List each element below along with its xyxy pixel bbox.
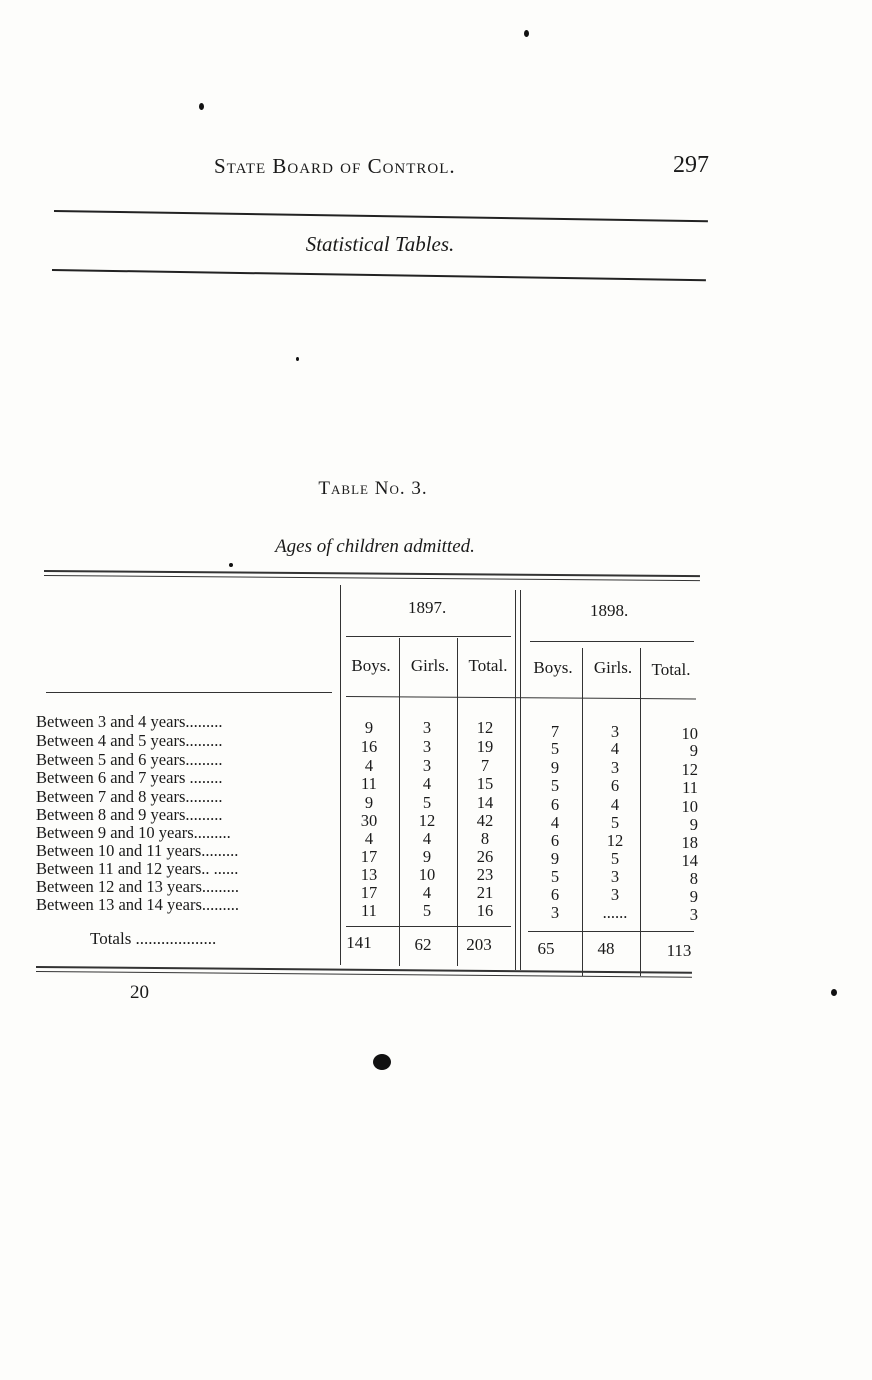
col-head-girls-1897: Girls.: [410, 656, 450, 675]
cell-boys-1898: 5: [550, 739, 560, 758]
cell-girls-1898: 5: [610, 849, 620, 868]
totals-label: Totals ...................: [90, 929, 217, 948]
cell-total-1897: 14: [476, 793, 494, 812]
row-label: Between 9 and 10 years.........: [36, 823, 231, 842]
cell-total-1897: 19: [476, 737, 494, 756]
section-rule: [52, 269, 706, 281]
row-label: Between 8 and 9 years.........: [36, 805, 223, 824]
cell-boys-1897: 11: [361, 774, 377, 793]
col-head-total-1898: Total.: [651, 660, 691, 679]
table-title: Table No. 3.: [318, 478, 428, 499]
scan-speck: [831, 989, 837, 996]
total-girls-1897: 62: [414, 935, 432, 954]
cell-boys-1898: 7: [550, 722, 560, 741]
cell-boys-1897: 9: [364, 718, 374, 737]
row-label: Between 13 and 14 years.........: [36, 895, 239, 914]
cell-total-1898: 12: [681, 760, 698, 779]
table-caption: Ages of children admitted.: [275, 536, 475, 557]
cell-girls-1898: 3: [610, 722, 620, 741]
running-title: State Board of Control.: [214, 154, 456, 178]
cell-girls-1898: 6: [610, 776, 620, 795]
cell-boys-1897: 11: [361, 901, 377, 920]
cell-total-1898: 9: [689, 815, 698, 834]
scan-speck: [373, 1054, 391, 1070]
cell-total-1898: 10: [681, 724, 698, 743]
col-head-girls-1898: Girls.: [593, 658, 633, 677]
cell-boys-1898: 5: [550, 776, 560, 795]
cell-boys-1897: 30: [360, 811, 378, 830]
col-head-boys-1897: Boys.: [351, 656, 391, 675]
running-head: [0, 150, 872, 184]
cell-boys-1898: 5: [550, 867, 560, 886]
year-1897-underline: [346, 636, 511, 637]
cell-total-1898: 18: [681, 833, 698, 852]
row-label: Between 6 and 7 years ........: [36, 768, 223, 787]
year-1897-header: 1897.: [408, 598, 447, 617]
total-boys-1898: 65: [537, 939, 555, 958]
cell-girls-1898: 4: [610, 739, 620, 758]
cell-total-1898: 3: [689, 905, 698, 924]
cell-boys-1898: 6: [550, 885, 560, 904]
cell-boys-1897: 4: [364, 756, 374, 775]
cell-total-1897: 15: [476, 774, 494, 793]
year-1898-header: 1898.: [590, 601, 629, 620]
cell-girls-1897: 10: [418, 865, 436, 884]
cell-boys-1897: 16: [360, 737, 378, 756]
cell-boys-1898: 9: [550, 758, 560, 777]
cell-girls-1897: 9: [422, 847, 432, 866]
cell-total-1898: 11: [682, 778, 698, 797]
cell-boys-1897: 13: [360, 865, 378, 884]
total-girls-1898: 48: [597, 939, 615, 958]
cell-boys-1897: 17: [360, 883, 378, 902]
cell-girls-1897: 3: [422, 756, 432, 775]
cell-girls-1898: 3: [610, 867, 620, 886]
stub-header-rule: [46, 692, 332, 693]
scan-speck: [296, 357, 299, 361]
cell-total-1897: 21: [476, 883, 494, 902]
total-boys-1897: 141: [346, 933, 372, 952]
cell-girls-1898: 5: [610, 813, 620, 832]
totals-rule-1898: [528, 931, 694, 932]
cell-total-1897: 12: [476, 718, 494, 737]
cell-total-1897: 8: [480, 829, 490, 848]
cell-total-1898: 14: [681, 851, 698, 870]
cell-girls-1897: 4: [422, 883, 432, 902]
col-head-total-1897: Total.: [468, 656, 508, 675]
cell-girls-1897: 5: [422, 793, 432, 812]
cell-boys-1898: 4: [550, 813, 560, 832]
page-number: 297: [673, 152, 709, 178]
row-label: Between 3 and 4 years.........: [36, 712, 223, 731]
cell-boys-1898: 6: [550, 831, 560, 850]
cell-boys-1898: 3: [550, 903, 560, 922]
total-total-1898: 113: [666, 941, 692, 960]
cell-total-1898: 8: [689, 869, 698, 888]
cell-total-1898: 9: [689, 887, 698, 906]
cell-girls-1898: 4: [610, 795, 620, 814]
year-1898-underline: [530, 641, 694, 642]
cell-boys-1898: 9: [550, 849, 560, 868]
row-label: Between 12 and 13 years.........: [36, 877, 239, 896]
row-label: Between 10 and 11 years.........: [36, 841, 239, 860]
cell-girls-1897: 4: [422, 774, 432, 793]
cell-total-1897: 26: [476, 847, 494, 866]
total-total-1897: 203: [466, 935, 492, 954]
cell-girls-1898: 3: [610, 758, 620, 777]
cell-boys-1897: 17: [360, 847, 378, 866]
section-title: Statistical Tables.: [305, 232, 455, 256]
row-label: Between 5 and 6 years.........: [36, 750, 223, 769]
cell-girls-1897: 5: [422, 901, 432, 920]
row-label: Between 4 and 5 years.........: [36, 731, 223, 750]
cell-girls-1898: 3: [610, 885, 620, 904]
cell-girls-1897: 3: [422, 718, 432, 737]
row-label: Between 7 and 8 years.........: [36, 787, 223, 806]
col-head-boys-1898: Boys.: [533, 658, 573, 677]
cell-boys-1897: 4: [364, 829, 374, 848]
cell-girls-1897: 3: [422, 737, 432, 756]
cell-total-1897: 16: [476, 901, 494, 920]
cell-boys-1897: 9: [364, 793, 374, 812]
cell-total-1898: 9: [689, 741, 698, 760]
cell-total-1898: 10: [681, 797, 698, 816]
cell-girls-1897: 12: [418, 811, 436, 830]
cell-girls-1898: ......: [602, 903, 628, 922]
scan-speck: [199, 103, 204, 110]
cell-total-1897: 7: [480, 756, 490, 775]
scan-speck: [229, 563, 233, 567]
row-label: Between 11 and 12 years.. ......: [36, 859, 239, 878]
cell-girls-1897: 4: [422, 829, 432, 848]
signature-mark: 20: [130, 982, 149, 1003]
top-rule: [54, 210, 708, 222]
table-row: [0, 895, 872, 924]
cell-girls-1898: 12: [606, 831, 624, 850]
scan-speck: [524, 30, 529, 37]
totals-rule-1897: [346, 926, 511, 927]
cell-total-1897: 23: [476, 865, 494, 884]
cell-boys-1898: 6: [550, 795, 560, 814]
cell-total-1897: 42: [476, 811, 494, 830]
